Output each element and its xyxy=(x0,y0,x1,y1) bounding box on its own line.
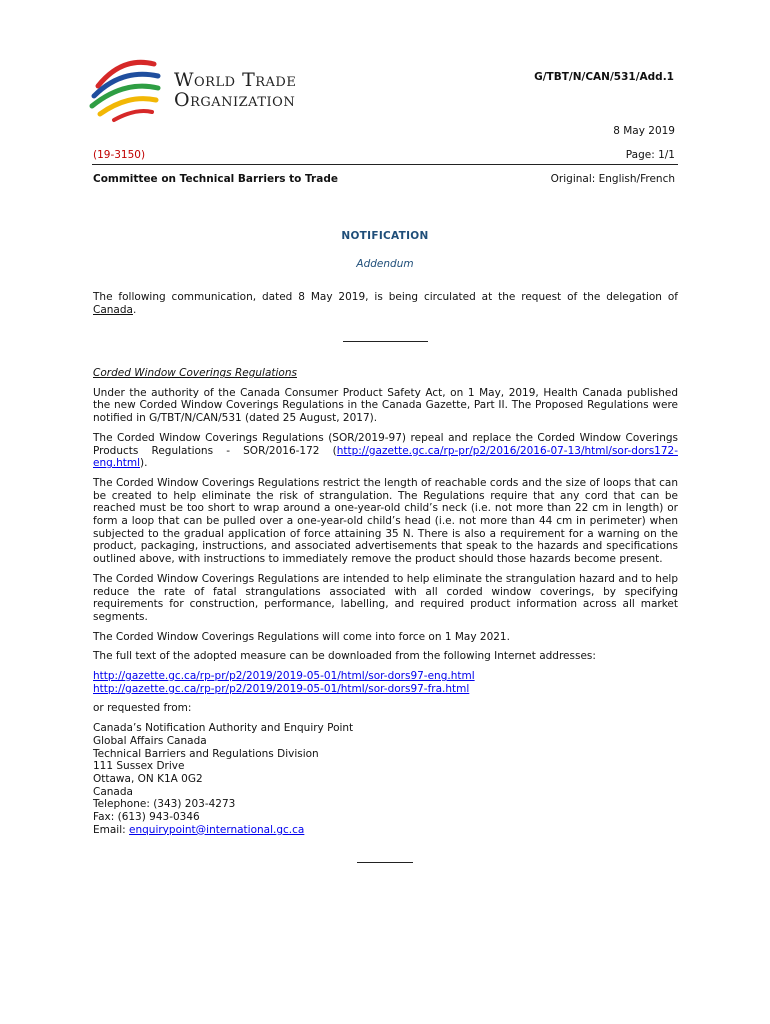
intro-paragraph xyxy=(93,291,678,316)
org-name xyxy=(174,70,296,110)
link-english[interactable]: http://gazette.gc.ca/rp-pr/p2/2019/2019-05-01/html/sor-dors97-eng.html xyxy=(93,670,475,683)
intro-text: The following communication, dated 8 May 2019, is being circulated at the request of the delegation of xyxy=(93,291,678,303)
download-links xyxy=(93,670,678,695)
paragraph-repeal xyxy=(93,432,678,470)
contact-address xyxy=(93,722,678,836)
email-link[interactable]: enquirypoint@international.gc.ca xyxy=(129,823,305,836)
address-line: Technical Barriers and Regulations Division xyxy=(93,747,319,760)
address-line: Canada xyxy=(93,785,133,798)
repeal-text: The Corded Window Coverings Regulations (SOR/2019-97) repeal and replace the Corded Window Coverings Products Regulations - SOR/2016-172 ( xyxy=(93,431,678,457)
fax: Fax: (613) 943-0346 xyxy=(93,811,200,824)
notification-heading: NOTIFICATION xyxy=(341,230,429,242)
repeal-end: ). xyxy=(140,457,148,470)
intro-end: . xyxy=(132,303,137,316)
org-name-line1: World Trade xyxy=(174,69,297,91)
paragraph-authority: Under the authority of the Canada Consumer Product Safety Act, on 1 May, 2019, Health Canada published the new Corded Window Coverings Regulations in the Canada Gazette, Part II. The Proposed Regulations were notified in G/TBT/N/CAN/531 (dated 25 August, 2017). xyxy=(93,386,678,425)
document-number: (19-3150) xyxy=(93,149,146,161)
paragraph-requirements: The Corded Window Coverings Regulations restrict the length of reachable cords and the size of loops that can be created to help eliminate the risk of strangulation. The Regulations require that any cord that can be reached must be too short to wrap around a one-year-old child’s neck (i.e. not more than 22 cm in length) or form a loop that can be pulled over a one-year-old child’s head (i.e. not more than 44 cm in perimeter) when subjected to the gradual application of force attaining 35 N. There is also a requirement for a warning on the product, packaging, instructions, and associated advertisements that speak to the hazards and specifications outlined above, with instructions to immediately remove the product should those hazards become present. xyxy=(93,476,678,566)
document-symbol: G/TBT/N/CAN/531/Add.1 xyxy=(534,71,674,83)
wto-logo-icon xyxy=(84,54,164,130)
email-line xyxy=(93,824,678,837)
page-indicator: Page: 1/1 xyxy=(625,149,675,161)
paragraph-entry-into-force: The Corded Window Coverings Regulations will come into force on 1 May 2021. xyxy=(93,630,510,643)
address-line: Global Affairs Canada xyxy=(93,734,207,747)
paragraph-purpose: The Corded Window Coverings Regulations are intended to help eliminate the strangulation hazard and to help reduce the rate of fatal strangulations associated with all corded window coverings, by specifying requirements for construction, performance, labelling, and required product information across all market segments. xyxy=(93,572,678,623)
intro-country: Canada xyxy=(93,303,133,316)
section-separator xyxy=(343,341,428,342)
end-separator xyxy=(357,862,413,863)
header-divider xyxy=(92,164,678,165)
addendum-subheading: Addendum xyxy=(356,258,414,270)
link-french[interactable]: http://gazette.gc.ca/rp-pr/p2/2019/2019-05-01/html/sor-dors97-fra.html xyxy=(93,682,470,695)
address-line: 111 Sussex Drive xyxy=(93,760,185,773)
telephone: Telephone: (343) 203-4273 xyxy=(93,798,236,811)
requested-from: or requested from: xyxy=(93,702,192,715)
committee-name: Committee on Technical Barriers to Trade xyxy=(93,173,338,185)
address-line: Canada’s Notification Authority and Enquiry Point xyxy=(93,722,354,735)
address-line: Ottawa, ON K1A 0G2 xyxy=(93,772,203,785)
document-date: 8 May 2019 xyxy=(613,125,675,137)
original-language: Original: English/French xyxy=(550,173,675,185)
email-label: Email: xyxy=(93,823,130,836)
paragraph-download: The full text of the adopted measure can be downloaded from the following Internet addresses: xyxy=(93,650,596,663)
main-content xyxy=(93,367,678,837)
repeal-link[interactable]: http://gazette.gc.ca/rp-pr/p2/2016/2016-07-13/html/sor-dors172-eng.html xyxy=(93,444,678,470)
regulation-title: Corded Window Coverings Regulations xyxy=(93,367,297,379)
org-name-line2: Organization xyxy=(174,89,296,111)
